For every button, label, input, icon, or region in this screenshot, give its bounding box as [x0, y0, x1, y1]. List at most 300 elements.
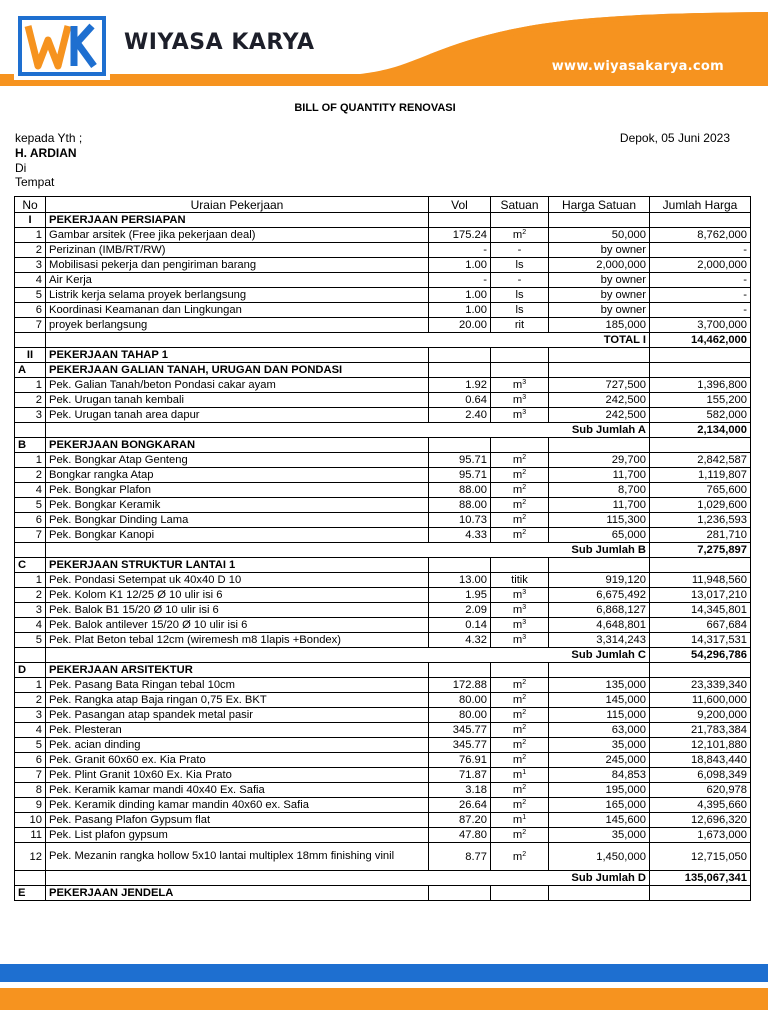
row-no: 3 — [15, 258, 46, 273]
row-desc: Pek. Pasang Plafon Gypsum flat — [46, 813, 429, 828]
row-no: 1 — [15, 228, 46, 243]
empty-cell — [429, 333, 491, 348]
empty-cell — [429, 558, 491, 573]
row-desc: Pek. Bongkar Dinding Lama — [46, 513, 429, 528]
empty-cell — [429, 363, 491, 378]
subtotal-label: Sub Jumlah A — [549, 423, 650, 438]
item-row — [15, 783, 751, 798]
row-desc: Pek. Bongkar Plafon — [46, 483, 429, 498]
item-row — [15, 738, 751, 753]
row-vol: 71.87 — [429, 768, 491, 783]
brand-name: WIYASA KARYA — [124, 30, 315, 55]
row-desc: PEKERJAAN ARSITEKTUR — [46, 663, 429, 678]
row-vol: 88.00 — [429, 498, 491, 513]
row-unit — [491, 723, 549, 738]
boq-body — [15, 213, 751, 901]
row-price: 63,000 — [549, 723, 650, 738]
recipient-name: H. ARDIAN — [15, 146, 77, 160]
subtotal-row — [15, 543, 751, 558]
empty-cell — [15, 333, 46, 348]
row-unit — [491, 453, 549, 468]
row-price: 242,500 — [549, 393, 650, 408]
item-row — [15, 753, 751, 768]
row-unit — [491, 753, 549, 768]
row-desc: Pek. Bongkar Keramik — [46, 498, 429, 513]
row-price: 1,450,000 — [549, 843, 650, 871]
unit-exponent: 2 — [522, 739, 527, 746]
row-vol: - — [429, 273, 491, 288]
row-no: 3 — [15, 408, 46, 423]
row-no: A — [15, 363, 46, 378]
empty-cell — [429, 871, 491, 886]
item-row — [15, 378, 751, 393]
row-desc: Pek. Plesteran — [46, 723, 429, 738]
row-no: 6 — [15, 303, 46, 318]
header-vol: Vol — [429, 197, 491, 213]
boq-table — [14, 196, 751, 901]
row-total: 11,948,560 — [650, 573, 751, 588]
row-total: 11,600,000 — [650, 693, 751, 708]
empty-cell — [549, 213, 650, 228]
empty-cell — [46, 423, 429, 438]
row-desc: Pek. Pasang Bata Ringan tebal 10cm — [46, 678, 429, 693]
subtotal-label: Sub Jumlah B — [549, 543, 650, 558]
di-label: Di — [15, 161, 27, 175]
unit-text: m — [512, 409, 523, 421]
row-vol: 1.00 — [429, 303, 491, 318]
item-row — [15, 513, 751, 528]
row-desc: PEKERJAAN TAHAP 1 — [46, 348, 429, 363]
row-no: 2 — [15, 468, 46, 483]
subsection-row — [15, 663, 751, 678]
row-no: 6 — [15, 753, 46, 768]
row-no: 2 — [15, 243, 46, 258]
unit-text: m — [512, 799, 523, 811]
unit-text: m — [512, 829, 523, 841]
row-total: 582,000 — [650, 408, 751, 423]
row-desc: Pek. Urugan tanah kembali — [46, 393, 429, 408]
row-total: 155,200 — [650, 393, 751, 408]
subtotal-value: 14,462,000 — [650, 333, 751, 348]
row-total: 1,396,800 — [650, 378, 751, 393]
unit-exponent: 2 — [522, 529, 527, 536]
empty-cell — [429, 543, 491, 558]
row-no: 5 — [15, 288, 46, 303]
row-vol: 4.33 — [429, 528, 491, 543]
item-row — [15, 243, 751, 258]
row-no: 6 — [15, 513, 46, 528]
unit-exponent: 3 — [522, 394, 527, 401]
row-no: 5 — [15, 498, 46, 513]
table-header-row — [15, 197, 751, 213]
empty-cell — [15, 871, 46, 886]
row-no: 9 — [15, 798, 46, 813]
row-price: 8,700 — [549, 483, 650, 498]
item-row — [15, 618, 751, 633]
row-price: 145,600 — [549, 813, 650, 828]
page-header — [0, 0, 768, 86]
row-price: 115,000 — [549, 708, 650, 723]
row-no: 1 — [15, 453, 46, 468]
header-uraian: Uraian Pekerjaan — [46, 197, 429, 213]
row-desc: Pek. Rangka atap Baja ringan 0,75 Ex. BKT — [46, 693, 429, 708]
item-row — [15, 468, 751, 483]
row-unit — [491, 468, 549, 483]
row-total: - — [650, 288, 751, 303]
unit-text: ls — [515, 289, 524, 301]
empty-cell — [549, 348, 650, 363]
row-no: 7 — [15, 528, 46, 543]
item-row — [15, 453, 751, 468]
row-vol: 345.77 — [429, 738, 491, 753]
unit-exponent: 2 — [522, 799, 527, 806]
row-vol: 8.77 — [429, 843, 491, 871]
unit-exponent: 2 — [522, 679, 527, 686]
row-price: 245,000 — [549, 753, 650, 768]
row-vol: 80.00 — [429, 708, 491, 723]
unit-text: m — [512, 634, 523, 646]
empty-cell — [491, 543, 549, 558]
unit-exponent: 3 — [522, 619, 527, 626]
unit-text: m — [512, 814, 523, 826]
row-unit — [491, 408, 549, 423]
unit-exponent: 2 — [522, 469, 527, 476]
row-unit — [491, 288, 549, 303]
row-vol: 1.95 — [429, 588, 491, 603]
row-no: E — [15, 886, 46, 901]
subtotal-label: TOTAL I — [549, 333, 650, 348]
row-desc: Pek. Balok B1 15/20 Ø 10 ulir isi 6 — [46, 603, 429, 618]
row-desc: PEKERJAAN GALIAN TANAH, URUGAN DAN PONDASI — [46, 363, 429, 378]
row-no: 3 — [15, 708, 46, 723]
item-row — [15, 528, 751, 543]
empty-cell — [650, 213, 751, 228]
row-total: 6,098,349 — [650, 768, 751, 783]
row-desc: Pek. Pondasi Setempat uk 40x40 D 10 — [46, 573, 429, 588]
unit-exponent: 2 — [522, 229, 527, 236]
row-price: 242,500 — [549, 408, 650, 423]
row-vol: 76.91 — [429, 753, 491, 768]
row-unit — [491, 618, 549, 633]
empty-cell — [491, 348, 549, 363]
row-price: 84,853 — [549, 768, 650, 783]
empty-cell — [549, 886, 650, 901]
row-price: 727,500 — [549, 378, 650, 393]
unit-exponent: 2 — [522, 709, 527, 716]
subtotal-row — [15, 871, 751, 886]
row-no: C — [15, 558, 46, 573]
row-desc: Pek. List plafon gypsum — [46, 828, 429, 843]
row-unit — [491, 303, 549, 318]
subsection-row — [15, 558, 751, 573]
row-vol: 80.00 — [429, 693, 491, 708]
row-vol: 20.00 — [429, 318, 491, 333]
row-vol: 0.14 — [429, 618, 491, 633]
row-desc: Perizinan (IMB/RT/RW) — [46, 243, 429, 258]
item-row — [15, 843, 751, 871]
row-vol: 87.20 — [429, 813, 491, 828]
unit-text: m — [512, 724, 523, 736]
row-no: 4 — [15, 483, 46, 498]
row-no: 4 — [15, 618, 46, 633]
header-satuan: Satuan — [491, 197, 549, 213]
empty-cell — [429, 213, 491, 228]
row-unit — [491, 798, 549, 813]
row-unit — [491, 678, 549, 693]
row-desc: PEKERJAAN PERSIAPAN — [46, 213, 429, 228]
row-price: 65,000 — [549, 528, 650, 543]
header-jumlah-harga: Jumlah Harga — [650, 197, 751, 213]
tempat-label: Tempat — [15, 175, 55, 189]
row-no: 1 — [15, 573, 46, 588]
row-vol: 0.64 — [429, 393, 491, 408]
row-vol: 10.73 — [429, 513, 491, 528]
row-vol: 47.80 — [429, 828, 491, 843]
empty-cell — [429, 348, 491, 363]
row-unit — [491, 318, 549, 333]
row-price: 35,000 — [549, 738, 650, 753]
row-vol: 13.00 — [429, 573, 491, 588]
row-unit — [491, 828, 549, 843]
row-unit — [491, 603, 549, 618]
row-no: 3 — [15, 603, 46, 618]
unit-exponent: 2 — [522, 754, 527, 761]
row-price: by owner — [549, 273, 650, 288]
item-row — [15, 573, 751, 588]
row-no: II — [15, 348, 46, 363]
row-total: - — [650, 243, 751, 258]
row-price: 50,000 — [549, 228, 650, 243]
subtotal-row — [15, 333, 751, 348]
row-no: I — [15, 213, 46, 228]
empty-cell — [429, 423, 491, 438]
row-price: 185,000 — [549, 318, 650, 333]
empty-cell — [46, 648, 429, 663]
row-price: 4,648,801 — [549, 618, 650, 633]
row-desc: Bongkar rangka Atap — [46, 468, 429, 483]
row-desc: Pek. Granit 60x60 ex. Kia Prato — [46, 753, 429, 768]
row-desc: PEKERJAAN JENDELA — [46, 886, 429, 901]
item-row — [15, 603, 751, 618]
unit-text: m — [512, 784, 523, 796]
row-no: D — [15, 663, 46, 678]
unit-exponent: 2 — [522, 454, 527, 461]
item-row — [15, 393, 751, 408]
header-no: No — [15, 197, 46, 213]
row-price: by owner — [549, 243, 650, 258]
row-price: 919,120 — [549, 573, 650, 588]
row-unit — [491, 738, 549, 753]
item-row — [15, 258, 751, 273]
row-unit — [491, 528, 549, 543]
row-desc: PEKERJAAN STRUKTUR LANTAI 1 — [46, 558, 429, 573]
row-desc: Pek. Urugan tanah area dapur — [46, 408, 429, 423]
unit-exponent: 2 — [522, 694, 527, 701]
unit-exponent: 3 — [522, 379, 527, 386]
item-row — [15, 813, 751, 828]
subtotal-row — [15, 648, 751, 663]
row-desc: Gambar arsitek (Free jika pekerjaan deal) — [46, 228, 429, 243]
row-total: 667,684 — [650, 618, 751, 633]
row-total: - — [650, 273, 751, 288]
row-unit — [491, 498, 549, 513]
unit-text: m — [512, 589, 523, 601]
row-price: by owner — [549, 303, 650, 318]
empty-cell — [491, 438, 549, 453]
item-row — [15, 723, 751, 738]
empty-cell — [491, 648, 549, 663]
section-row — [15, 348, 751, 363]
item-row — [15, 588, 751, 603]
row-total: 12,696,320 — [650, 813, 751, 828]
subtotal-value: 7,275,897 — [650, 543, 751, 558]
unit-text: m — [512, 709, 523, 721]
row-total: 9,200,000 — [650, 708, 751, 723]
empty-cell — [46, 333, 429, 348]
row-unit — [491, 273, 549, 288]
empty-cell — [429, 648, 491, 663]
row-desc: Listrik kerja selama proyek berlangsung — [46, 288, 429, 303]
empty-cell — [650, 558, 751, 573]
row-unit — [491, 693, 549, 708]
row-unit — [491, 393, 549, 408]
row-vol: 1.92 — [429, 378, 491, 393]
document-title: BILL OF QUANTITY RENOVASI — [294, 102, 456, 114]
row-unit — [491, 843, 549, 871]
empty-cell — [15, 543, 46, 558]
row-price: 11,700 — [549, 468, 650, 483]
empty-cell — [491, 558, 549, 573]
row-price: by owner — [549, 288, 650, 303]
empty-cell — [549, 438, 650, 453]
unit-text: m — [512, 484, 523, 496]
row-desc: Pek. Keramik dinding kamar mandin 40x60 ex. Safia — [46, 798, 429, 813]
empty-cell — [549, 663, 650, 678]
row-no: B — [15, 438, 46, 453]
row-vol: 175.24 — [429, 228, 491, 243]
unit-text: rit — [514, 319, 525, 331]
row-desc: Pek. Kolom K1 12/25 Ø 10 ulir isi 6 — [46, 588, 429, 603]
item-row — [15, 228, 751, 243]
row-total: 14,345,801 — [650, 603, 751, 618]
row-no: 5 — [15, 738, 46, 753]
row-no: 10 — [15, 813, 46, 828]
row-desc: proyek berlangsung — [46, 318, 429, 333]
row-no: 8 — [15, 783, 46, 798]
row-price: 35,000 — [549, 828, 650, 843]
empty-cell — [491, 333, 549, 348]
row-desc: PEKERJAAN BONGKARAN — [46, 438, 429, 453]
unit-text: m — [512, 499, 523, 511]
unit-text: m — [512, 739, 523, 751]
unit-exponent: 3 — [522, 634, 527, 641]
empty-cell — [491, 871, 549, 886]
row-price: 6,868,127 — [549, 603, 650, 618]
empty-cell — [46, 543, 429, 558]
item-row — [15, 708, 751, 723]
row-price: 165,000 — [549, 798, 650, 813]
row-vol: 1.00 — [429, 258, 491, 273]
row-no: 2 — [15, 393, 46, 408]
subtotal-label: Sub Jumlah D — [549, 871, 650, 886]
unit-exponent: 3 — [522, 604, 527, 611]
row-vol: 3.18 — [429, 783, 491, 798]
row-no: 4 — [15, 723, 46, 738]
row-unit — [491, 783, 549, 798]
subtotal-value: 2,134,000 — [650, 423, 751, 438]
row-vol: 2.40 — [429, 408, 491, 423]
row-no: 7 — [15, 318, 46, 333]
subtotal-value: 135,067,341 — [650, 871, 751, 886]
empty-cell — [15, 648, 46, 663]
row-total: 12,101,880 — [650, 738, 751, 753]
item-row — [15, 798, 751, 813]
unit-exponent: 3 — [522, 589, 527, 596]
row-desc: Pek. Keramik kamar mandi 40x40 Ex. Safia — [46, 783, 429, 798]
row-desc: Air Kerja — [46, 273, 429, 288]
row-unit — [491, 483, 549, 498]
row-unit — [491, 258, 549, 273]
row-price: 145,000 — [549, 693, 650, 708]
row-total: 2,000,000 — [650, 258, 751, 273]
row-price: 11,700 — [549, 498, 650, 513]
unit-text: m — [512, 379, 523, 391]
unit-text: m — [512, 619, 523, 631]
row-total: 14,317,531 — [650, 633, 751, 648]
row-total: 13,017,210 — [650, 588, 751, 603]
row-total: 4,395,660 — [650, 798, 751, 813]
unit-exponent: 2 — [522, 829, 527, 836]
website-url[interactable]: www.wiyasakarya.com — [551, 59, 724, 74]
item-row — [15, 288, 751, 303]
row-total: 8,762,000 — [650, 228, 751, 243]
row-price: 6,675,492 — [549, 588, 650, 603]
unit-exponent: 1 — [522, 814, 527, 821]
row-vol: 95.71 — [429, 453, 491, 468]
to-label: kepada Yth ; — [15, 131, 83, 145]
unit-text: m — [512, 454, 523, 466]
empty-cell — [429, 886, 491, 901]
row-unit — [491, 588, 549, 603]
unit-text: m — [512, 604, 523, 616]
row-total: 3,700,000 — [650, 318, 751, 333]
subsection-row — [15, 886, 751, 901]
unit-text: m — [512, 469, 523, 481]
row-total: 23,339,340 — [650, 678, 751, 693]
row-total: - — [650, 303, 751, 318]
row-desc: Koordinasi Keamanan dan Lingkungan — [46, 303, 429, 318]
empty-cell — [491, 663, 549, 678]
row-vol: 4.32 — [429, 633, 491, 648]
empty-cell — [650, 886, 751, 901]
subsection-row — [15, 363, 751, 378]
row-desc: Pek. Galian Tanah/beton Pondasi cakar ayam — [46, 378, 429, 393]
empty-cell — [429, 663, 491, 678]
row-price: 29,700 — [549, 453, 650, 468]
item-row — [15, 273, 751, 288]
row-price: 115,300 — [549, 513, 650, 528]
row-total: 2,842,587 — [650, 453, 751, 468]
row-no: 7 — [15, 768, 46, 783]
row-vol: - — [429, 243, 491, 258]
unit-text: m — [512, 229, 523, 241]
page-footer — [0, 960, 768, 1024]
subtotal-row — [15, 423, 751, 438]
empty-cell — [650, 663, 751, 678]
empty-cell — [491, 423, 549, 438]
row-desc: Pek. Balok antilever 15/20 Ø 10 ulir isi 6 — [46, 618, 429, 633]
row-unit — [491, 243, 549, 258]
